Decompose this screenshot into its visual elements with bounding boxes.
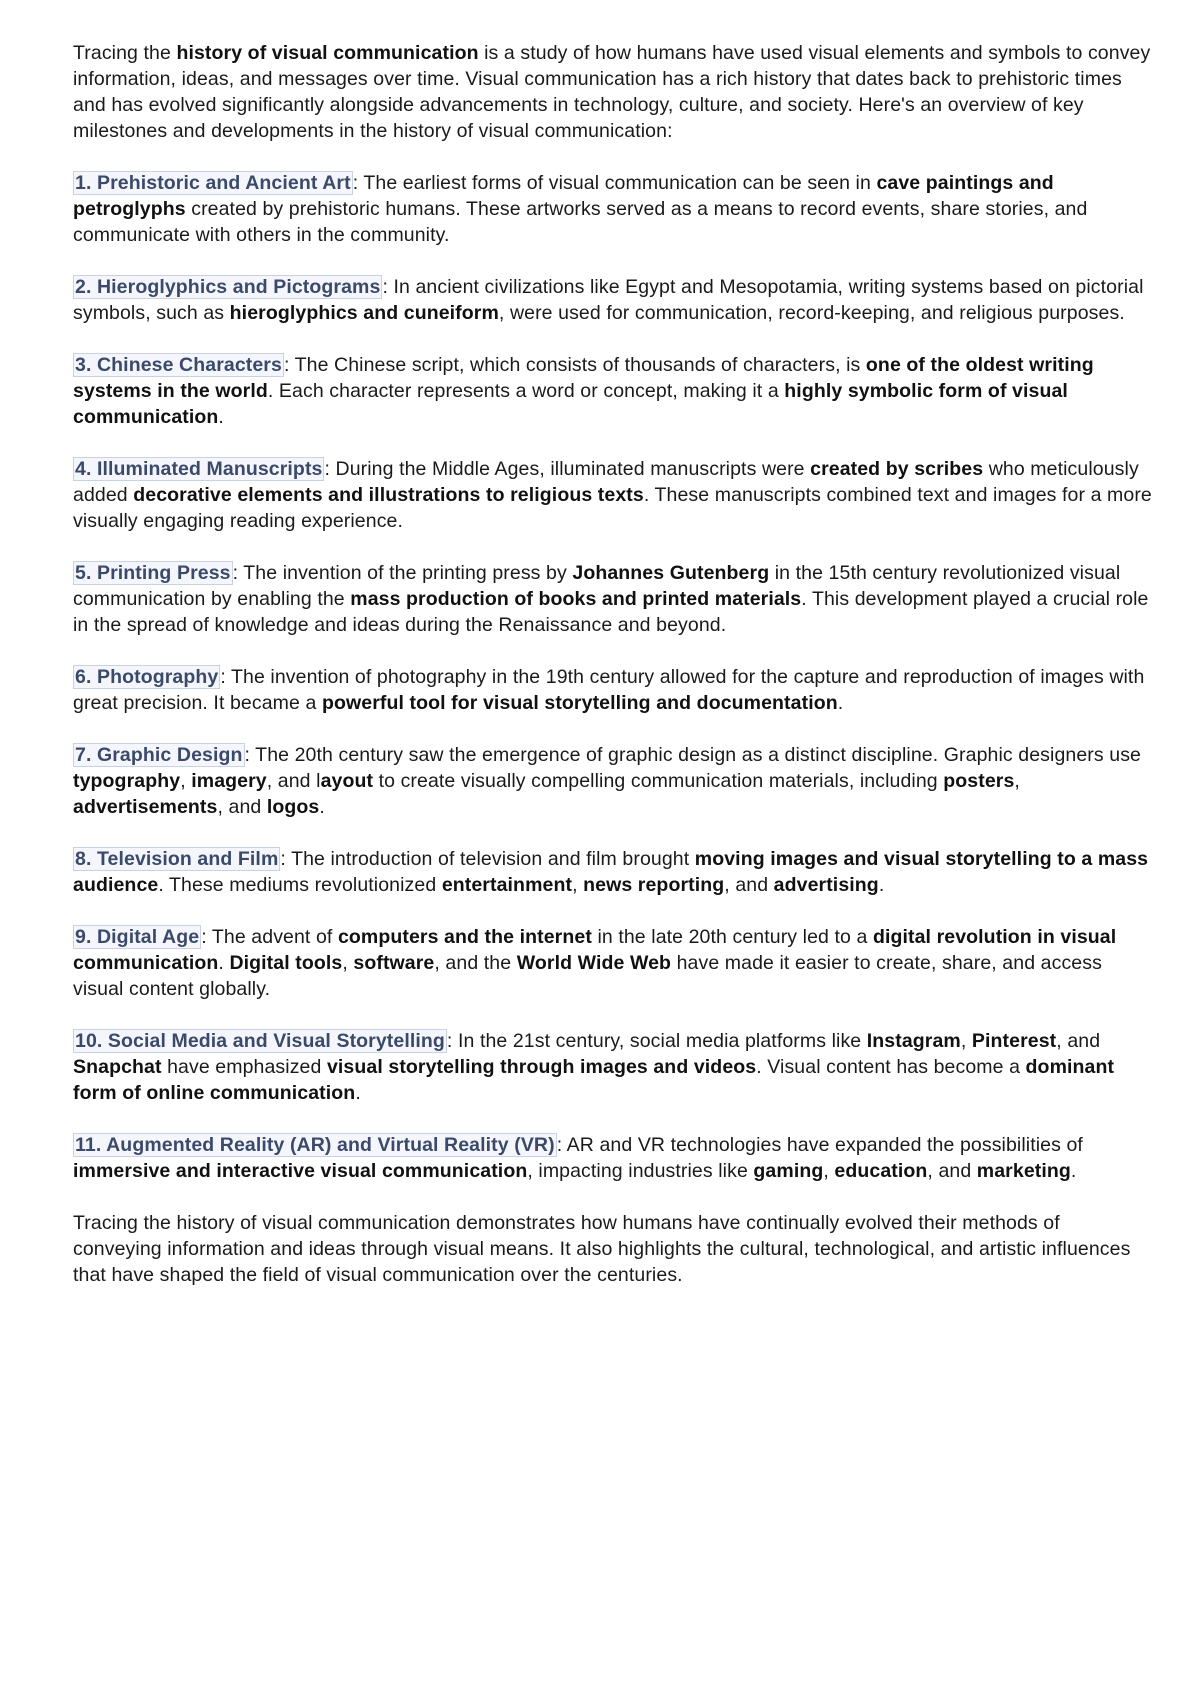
milestone-paragraph [73,742,1153,820]
milestone-text: . [355,1082,361,1104]
milestone-text: in the late 20th century led to a [591,926,873,948]
milestone-heading: 2. Hieroglyphics and Pictograms [75,276,381,298]
milestone-text: . These manuscripts combined text and images for a more visually engaging reading experience. [73,484,1152,532]
milestone-emphasis: logos [266,796,320,818]
milestone-emphasis: hieroglyphics and cuneiform [229,302,499,324]
milestone-emphasis: visual storytelling through images and videos [326,1056,757,1078]
milestone-emphasis: software [353,952,435,974]
milestone-text: , and [1056,1030,1101,1052]
intro-emphasis: history of visual communication [176,42,479,64]
milestone-text: : The introduction of television and film brought [280,848,695,870]
milestone-text: , and l [266,770,321,792]
milestone-text: who meticulously added [73,458,1139,506]
milestone-paragraph [73,560,1153,638]
conclusion-text: Tracing the history of visual communication demonstrates how humans have continually evolved their methods of conveying information and ideas through visual means. It also highlights the cultural, technological, and artistic influences that have shaped the field of visual communication over the centuries. [73,1212,1131,1286]
document-page [73,40,1153,1314]
milestone-text: in the 15th century revolutionized visual communication by enabling the [73,562,1121,610]
milestone-emphasis: advertising [773,874,879,896]
milestone-emphasis: Digital tools [229,952,343,974]
milestone-text: have emphasized [161,1056,327,1078]
milestone-emphasis: moving images and visual storytelling to a mass audience [73,848,1149,896]
milestone-emphasis: digital revolution in visual communication [73,926,1117,974]
milestone-paragraph [73,1028,1153,1106]
milestone-paragraph [73,274,1153,326]
milestone-emphasis: created by scribes [810,458,984,480]
milestone-text: : AR and VR technologies have expanded the possibilities of [556,1134,1083,1156]
milestone-text: , [960,1030,972,1052]
milestone-emphasis: gaming [753,1160,824,1182]
milestone-emphasis: imagery [191,770,267,792]
milestone-text: : The Chinese script, which consists of thousands of characters, is [283,354,866,376]
milestone-heading: 11. Augmented Reality (AR) and Virtual Reality (VR) [75,1134,555,1156]
milestone-emphasis: Instagram [866,1030,961,1052]
milestone-text: . [837,692,844,714]
milestone-heading: 7. Graphic Design [75,744,243,766]
milestone-paragraph [73,1132,1153,1184]
conclusion-paragraph [73,1210,1153,1288]
milestone-text: , [342,952,354,974]
milestone-text: . [218,952,230,974]
milestone-emphasis: cave paintings and petroglyphs [73,172,1054,220]
milestone-paragraph [73,170,1153,248]
milestone-paragraph [73,846,1153,898]
milestone-text: , and [217,796,267,818]
milestone-text: . This development played a crucial role in the spread of knowledge and ideas during the Renaissance and beyond. [73,588,1149,636]
milestone-text: : The earliest forms of visual communication can be seen in [352,172,877,194]
milestone-text: : In the 21st century, social media platforms like [446,1030,867,1052]
milestone-emphasis: dominant form of online communication [73,1056,1115,1104]
milestone-heading: 5. Printing Press [75,562,231,584]
milestone-text: . These mediums revolutionized [158,874,442,896]
milestone-emphasis: World Wide Web [516,952,672,974]
milestone-emphasis: mass production of books and printed materials [350,588,802,610]
milestone-text: , [572,874,584,896]
milestone-paragraph [73,924,1153,1002]
milestone-paragraph [73,664,1153,716]
milestone-emphasis: ayout [320,770,374,792]
milestone-text: . [1070,1160,1077,1182]
milestone-text: , [1014,770,1020,792]
milestone-heading: 9. Digital Age [75,926,200,948]
milestone-text: : The invention of photography in the 19th century allowed for the capture and reproduction of images with great precision. It became a [73,666,1145,714]
milestone-emphasis: posters [943,770,1015,792]
milestone-text: , impacting industries like [527,1160,754,1182]
milestone-text: , and the [434,952,517,974]
milestone-text: : During the Middle Ages, illuminated manuscripts were [324,458,811,480]
milestone-heading: 10. Social Media and Visual Storytelling [75,1030,445,1052]
milestone-emphasis: entertainment [441,874,573,896]
milestone-emphasis: marketing [976,1160,1071,1182]
milestone-emphasis: education [834,1160,928,1182]
milestone-heading: 6. Photography [75,666,219,688]
milestone-text: , were used for communication, record-keeping, and religious purposes. [498,302,1125,324]
milestone-emphasis: highly symbolic form of visual communication [73,380,1068,428]
milestone-text: created by prehistoric humans. These artworks served as a means to record events, share stories, and communicate with others in the community. [73,198,1088,246]
milestone-heading: 4. Illuminated Manuscripts [75,458,323,480]
milestone-emphasis: Snapchat [73,1056,162,1078]
milestone-list [73,170,1153,1184]
milestone-emphasis: advertisements [73,796,218,818]
milestone-emphasis: decorative elements and illustrations to religious texts [133,484,644,506]
milestone-text: : The invention of the printing press by [232,562,573,584]
milestone-text: . Each character represents a word or concept, making it a [267,380,785,402]
milestone-emphasis: one of the oldest writing systems in the world [73,354,1094,402]
milestone-emphasis: powerful tool for visual storytelling and documentation [321,692,838,714]
milestone-text: have made it easier to create, share, and access visual content globally. [73,952,1102,1000]
milestone-emphasis: immersive and interactive visual communication [73,1160,528,1182]
milestone-heading: 1. Prehistoric and Ancient Art [75,172,351,194]
intro-paragraph [73,40,1153,144]
milestone-heading: 8. Television and Film [75,848,279,870]
intro-text: Tracing the [73,42,177,64]
milestone-text: . [878,874,885,896]
milestone-text: to create visually compelling communication materials, including [373,770,944,792]
milestone-text: , [180,770,192,792]
milestone-text: : The 20th century saw the emergence of graphic design as a distinct discipline. Graphic designers use [244,744,1141,766]
milestone-text: . [218,406,224,428]
milestone-emphasis: typography [73,770,181,792]
milestone-heading: 3. Chinese Characters [75,354,282,376]
milestone-text: : The advent of [201,926,338,948]
intro-text: is a study of how humans have used visual elements and symbols to convey information, ideas, and messages over time. Visual communication has a rich history that dates back to prehistoric times and has evolved significantly alongside advancements in technology, culture, and society. Here's an overview of key milestones and developments in the history of visual communication: [73,42,1151,142]
milestone-text: , and [724,874,774,896]
milestone-text: : In ancient civilizations like Egypt and Mesopotamia, writing systems based on pictorial symbols, such as [73,276,1144,324]
milestone-text: . [319,796,325,818]
milestone-emphasis: Johannes Gutenberg [572,562,770,584]
milestone-emphasis: Pinterest [971,1030,1057,1052]
milestone-text: , [823,1160,835,1182]
milestone-paragraph [73,456,1153,534]
milestone-text: . Visual content has become a [756,1056,1026,1078]
milestone-emphasis: news reporting [583,874,725,896]
milestone-paragraph [73,352,1153,430]
milestone-emphasis: computers and the internet [337,926,592,948]
milestone-text: , and [927,1160,977,1182]
